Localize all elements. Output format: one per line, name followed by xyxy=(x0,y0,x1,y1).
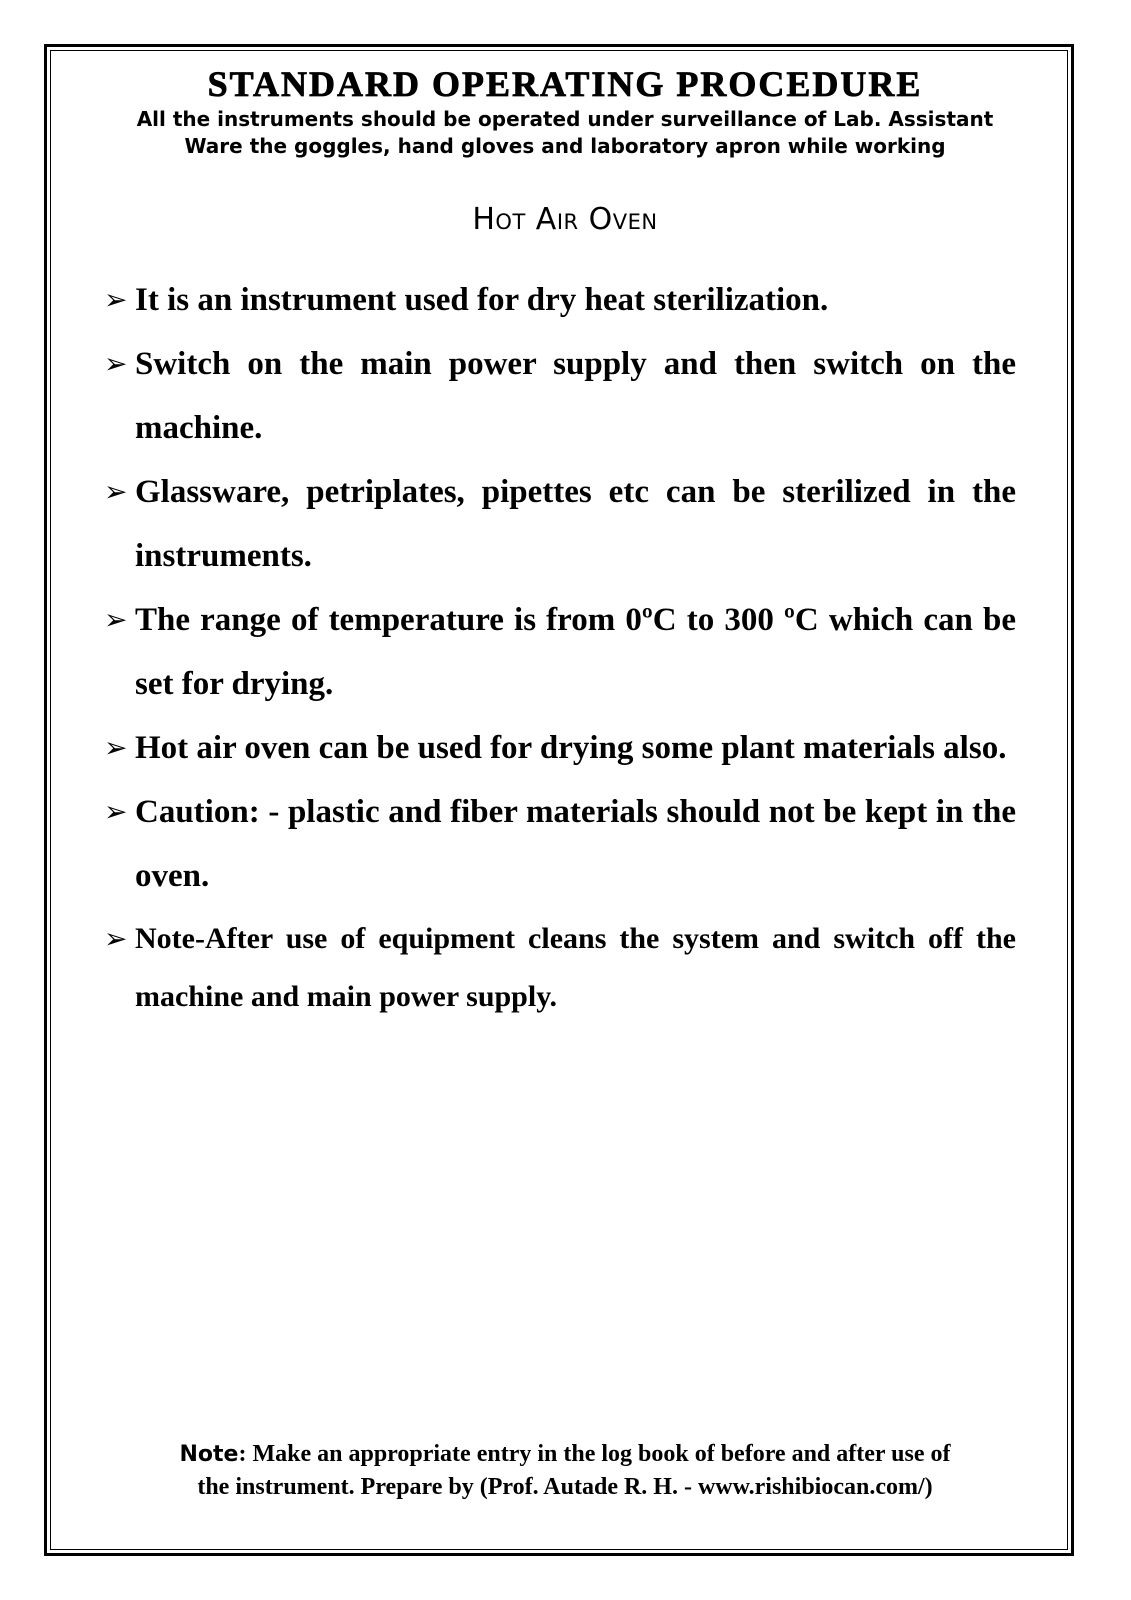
footer-note-text: : Make an appropriate entry in the log book of before and after use of xyxy=(238,1441,951,1467)
list-item-text: Switch on the main power supply and then switch on the machine. xyxy=(135,346,1016,446)
procedure-list xyxy=(104,268,1016,1026)
sop-header xyxy=(50,62,1080,160)
list-item-text: Caution: - plastic and fiber materials should not be kept in the oven. xyxy=(135,794,1016,894)
list-item xyxy=(104,588,1016,716)
header-instruction-1: All the instruments should be operated under surveillance of Lab. Assistant xyxy=(136,107,994,131)
arrowhead-right-icon: ➢ xyxy=(104,795,128,828)
list-item xyxy=(104,460,1016,588)
list-item xyxy=(104,716,1016,780)
list-item-text: Glassware, petriplates, pipettes etc can be sterilized in the instruments. xyxy=(135,474,1016,574)
footer-line-1 xyxy=(50,1438,1080,1471)
list-item-text: It is an instrument used for dry heat sterilization. xyxy=(135,282,829,318)
arrowhead-right-icon: ➢ xyxy=(104,603,128,636)
arrowhead-right-icon: ➢ xyxy=(104,475,128,508)
footer-note-label: Note xyxy=(179,1442,239,1467)
section-title: Hot Air Oven xyxy=(472,202,658,237)
page-title: STANDARD OPERATING PROCEDURE xyxy=(207,64,923,104)
list-item-text: Note-After use of equipment cleans the system and switch off the machine and main power supply. xyxy=(135,922,1016,1013)
list-item xyxy=(104,268,1016,332)
footer-note xyxy=(50,1438,1080,1503)
header-instruction-2: Ware the goggles, hand gloves and laboratory apron while working xyxy=(184,134,946,158)
list-item xyxy=(104,910,1016,1026)
footer-line-2: the instrument. Prepare by (Prof. Autade R. H. - www.rishibiocan.com/) xyxy=(197,1474,933,1500)
list-item xyxy=(104,332,1016,460)
list-item-text: The range of temperature is from 0ºC to 300 ºC which can be set for drying. xyxy=(135,602,1016,702)
arrowhead-right-icon: ➢ xyxy=(104,347,128,380)
list-item-text: Hot air oven can be used for drying some plant materials also. xyxy=(135,730,1007,766)
arrowhead-right-icon: ➢ xyxy=(104,283,128,316)
arrowhead-right-icon: ➢ xyxy=(104,922,128,955)
arrowhead-right-icon: ➢ xyxy=(104,731,128,764)
list-item xyxy=(104,780,1016,908)
